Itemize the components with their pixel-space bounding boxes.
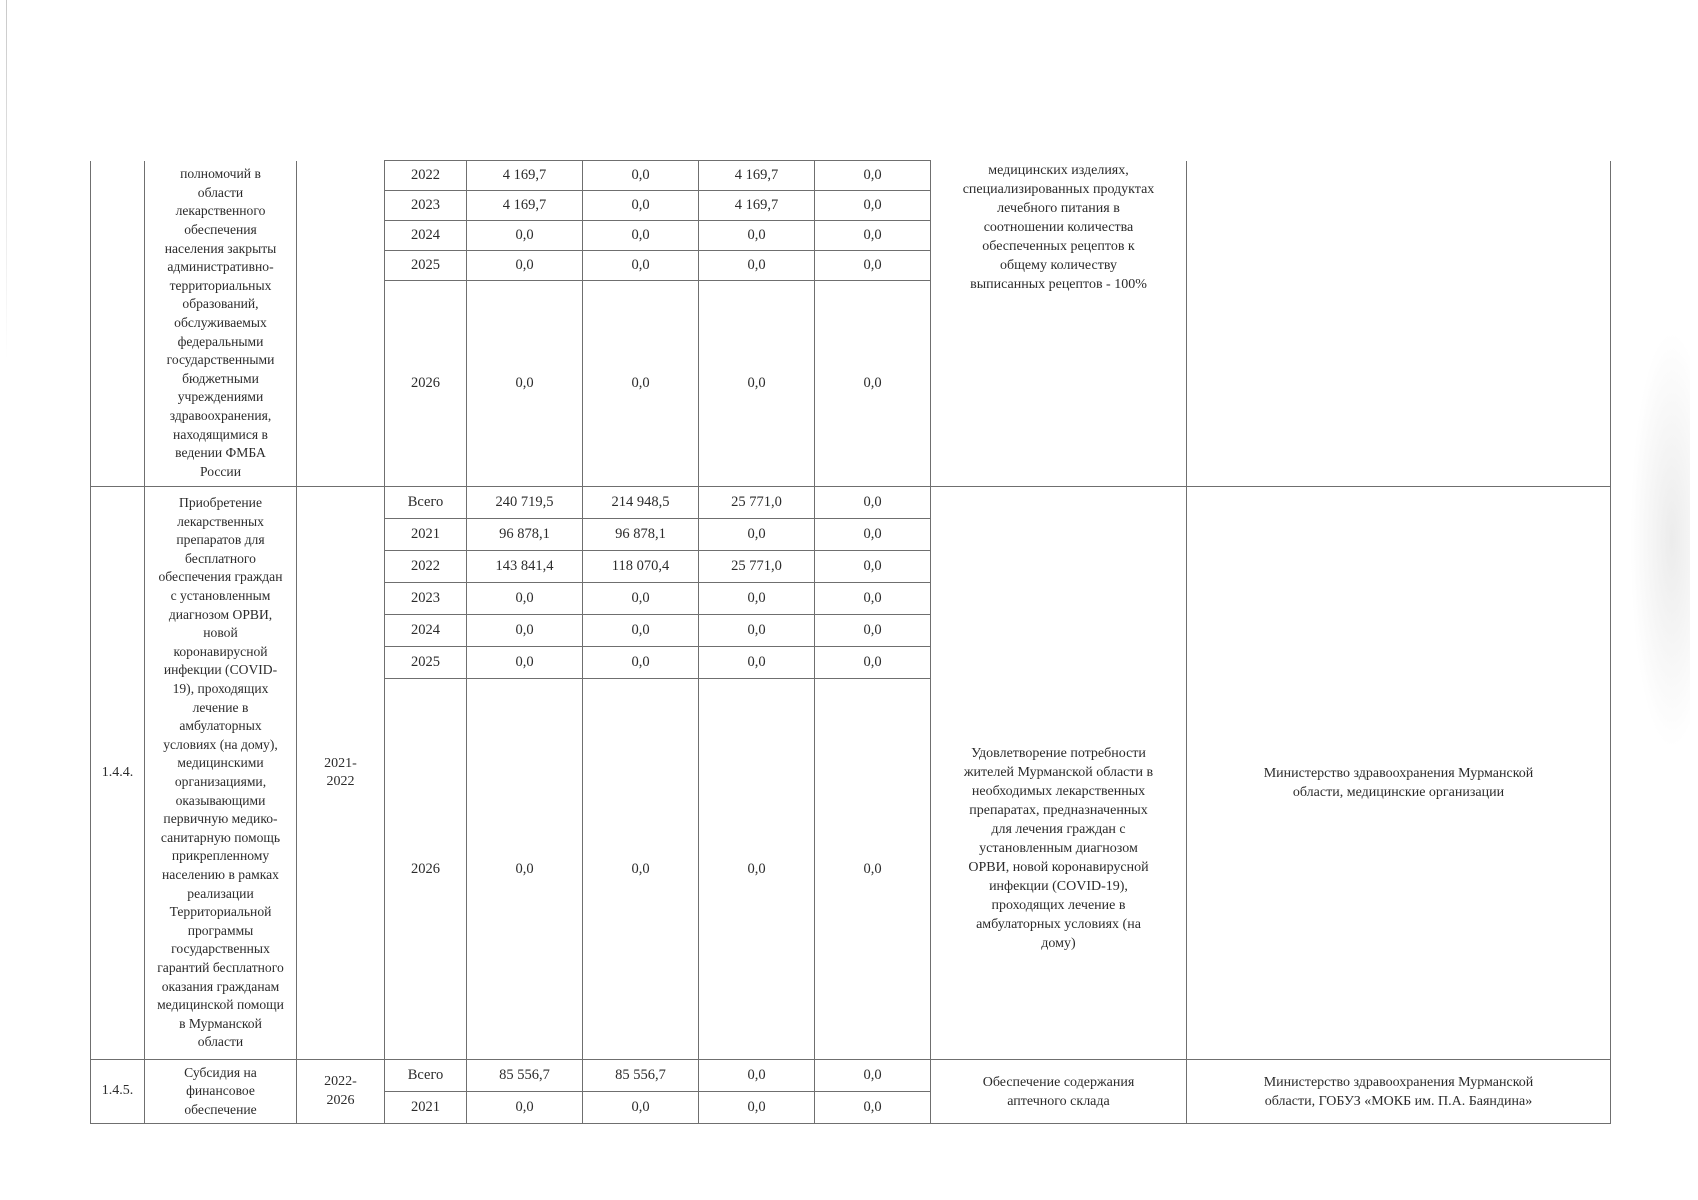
amount-cell: 0,0 xyxy=(699,1092,815,1124)
text-line: учреждениями xyxy=(177,389,264,405)
table-row xyxy=(91,161,1611,191)
amount-cell: 0,0 xyxy=(699,281,815,487)
amount-cell: 0,0 xyxy=(699,1060,815,1092)
amount-cell: 4 169,7 xyxy=(699,191,815,221)
total-cell: 240 719,5 xyxy=(467,487,583,519)
text-line: бесплатного xyxy=(185,550,256,566)
amount-cell: 0,0 xyxy=(815,487,931,519)
amount-cell: 0,0 xyxy=(583,191,699,221)
total-cell: 0,0 xyxy=(467,679,583,1060)
table-row xyxy=(91,1060,1611,1092)
total-cell: 0,0 xyxy=(467,647,583,679)
amount-cell: 0,0 xyxy=(583,161,699,191)
total-cell: 0,0 xyxy=(467,583,583,615)
text-line: находящимися в xyxy=(173,426,268,442)
measure-executor xyxy=(1187,487,1611,1060)
amount-cell: 0,0 xyxy=(815,221,931,251)
text-line: новой xyxy=(203,625,238,641)
amount-cell: 0,0 xyxy=(815,551,931,583)
text-line: выписанных рецептов - 100% xyxy=(970,276,1147,292)
amount-cell: 0,0 xyxy=(815,647,931,679)
text-line: общему количеству xyxy=(1000,257,1117,273)
text-line: 2022 xyxy=(326,774,355,789)
text-line: условиях (на дому), xyxy=(163,736,278,752)
amount-cell: 0,0 xyxy=(815,519,931,551)
amount-cell: 96 878,1 xyxy=(583,519,699,551)
text-line: установленным диагнозом xyxy=(979,840,1138,856)
text-line: прикрепленному xyxy=(171,848,270,864)
text-line: проходящих лечение в xyxy=(991,897,1126,913)
program-measures-table xyxy=(90,160,1611,1124)
text-line: Министерство здравоохранения Мурманской xyxy=(1263,1074,1534,1090)
amount-cell: 214 948,5 xyxy=(583,487,699,519)
text-line: 2021- xyxy=(324,755,357,771)
amount-cell: 25 771,0 xyxy=(699,487,815,519)
text-line: гарантий бесплатного xyxy=(157,959,284,975)
amount-cell: 0,0 xyxy=(815,161,931,191)
text-line: санитарную помощь xyxy=(160,829,281,845)
text-line: специализированных продуктах xyxy=(962,181,1155,197)
year-cell: 2026 xyxy=(385,679,467,1060)
amount-cell: 0,0 xyxy=(583,281,699,487)
text-line: обеспечение xyxy=(184,1101,257,1117)
year-cell: 2026 xyxy=(385,281,467,487)
text-line: аптечного склада xyxy=(1007,1093,1110,1109)
text-line: Субсидия на xyxy=(184,1064,257,1080)
text-line: области, медицинские организации xyxy=(1292,785,1505,800)
text-line: программы xyxy=(187,922,254,938)
text-line: полномочий в xyxy=(180,166,261,182)
text-line: с установленным xyxy=(170,588,271,604)
text-line: обеспеченных рецептов к xyxy=(982,238,1135,254)
text-line: препаратах, предназначенных xyxy=(969,802,1148,818)
text-line: населению в рамках xyxy=(162,866,279,882)
text-line: здравоохранения, xyxy=(169,407,272,423)
text-line: дому) xyxy=(1041,935,1076,951)
text-line: 2022- xyxy=(324,1074,357,1089)
text-line: лекарственного xyxy=(175,203,266,219)
text-line: 2026 xyxy=(326,1092,355,1108)
text-line: медицинской помощи xyxy=(157,997,284,1013)
measure-goal xyxy=(931,161,1187,487)
measure-number: 1.4.4. xyxy=(91,487,145,1060)
text-line: оказания гражданам xyxy=(161,978,280,994)
text-line: государственных xyxy=(171,941,270,957)
amount-cell: 0,0 xyxy=(583,583,699,615)
text-line: оказывающими xyxy=(175,792,266,808)
text-line: лечение в xyxy=(192,699,249,715)
year-cell: 2022 xyxy=(385,551,467,583)
total-cell: 143 841,4 xyxy=(467,551,583,583)
amount-cell: 0,0 xyxy=(815,281,931,487)
measure-number xyxy=(91,161,145,487)
text-line: коронавирусной xyxy=(173,643,268,659)
amount-cell: 0,0 xyxy=(699,583,815,615)
year-cell: 2021 xyxy=(385,1092,467,1124)
text-line: населения закрыты xyxy=(164,240,277,256)
text-line: обеспечения xyxy=(184,221,257,237)
amount-cell: 0,0 xyxy=(815,1060,931,1092)
text-line: Министерство здравоохранения Мурманской xyxy=(1263,766,1534,781)
total-cell: 0,0 xyxy=(467,221,583,251)
total-cell: 0,0 xyxy=(467,281,583,487)
amount-cell: 0,0 xyxy=(699,647,815,679)
text-line: обслуживаемых xyxy=(174,314,267,330)
total-cell: 85 556,7 xyxy=(467,1060,583,1092)
amount-cell: 0,0 xyxy=(699,615,815,647)
amount-cell: 0,0 xyxy=(583,615,699,647)
measure-period xyxy=(297,487,385,1060)
text-line: необходимых лекарственных xyxy=(971,783,1146,799)
text-line: образований, xyxy=(182,296,259,312)
text-line: амбулаторных условиях (на xyxy=(976,916,1141,932)
text-line: области, ГОБУЗ «МОКБ им. П.А. Баяндина» xyxy=(1264,1093,1533,1109)
text-line: жителей Мурманской области в xyxy=(963,764,1154,780)
text-line: области xyxy=(197,1034,244,1050)
measure-period xyxy=(297,1060,385,1124)
text-line: лекарственных xyxy=(177,513,264,529)
amount-cell: 0,0 xyxy=(583,647,699,679)
text-line: области xyxy=(197,184,244,200)
text-line: первичную медико- xyxy=(163,811,278,827)
text-line: ОРВИ, новой коронавирусной xyxy=(968,859,1149,875)
measure-executor xyxy=(1187,161,1611,487)
text-line: Удовлетворение потребности xyxy=(971,745,1146,761)
text-line: обеспечения граждан xyxy=(158,569,283,585)
amount-cell: 4 169,7 xyxy=(699,161,815,191)
text-line: медицинских изделиях, xyxy=(988,162,1129,178)
scan-edge-shadow xyxy=(6,0,7,360)
amount-cell: 0,0 xyxy=(815,583,931,615)
amount-cell: 0,0 xyxy=(815,615,931,647)
text-line: государственными xyxy=(166,352,275,368)
measure-name xyxy=(145,161,297,487)
year-cell: 2023 xyxy=(385,583,467,615)
text-line: диагнозом ОРВИ, xyxy=(168,606,273,622)
measure-name xyxy=(145,1060,297,1124)
year-cell: 2021 xyxy=(385,519,467,551)
text-line: соотношении количества xyxy=(983,219,1134,235)
text-line: препаратов для xyxy=(176,532,265,548)
amount-cell: 0,0 xyxy=(815,251,931,281)
text-line: Приобретение xyxy=(179,495,262,511)
total-cell: 0,0 xyxy=(467,615,583,647)
amount-cell: 0,0 xyxy=(699,221,815,251)
year-cell: 2022 xyxy=(385,161,467,191)
text-line: лечебного питания в xyxy=(997,200,1120,216)
total-cell: 96 878,1 xyxy=(467,519,583,551)
text-line: административно- xyxy=(167,259,274,275)
text-line: реализации xyxy=(187,885,254,901)
amount-cell: 0,0 xyxy=(583,1092,699,1124)
amount-cell: 0,0 xyxy=(815,679,931,1060)
text-line: ведении ФМБА xyxy=(175,445,266,461)
text-line: федеральными xyxy=(177,333,264,349)
total-cell: 0,0 xyxy=(467,1092,583,1124)
total-cell: 0,0 xyxy=(467,251,583,281)
year-cell: Всего xyxy=(385,487,467,519)
measure-period xyxy=(297,161,385,487)
text-line: организациями, xyxy=(174,774,267,789)
scan-noise xyxy=(1630,330,1690,750)
amount-cell: 0,0 xyxy=(815,191,931,221)
text-line: для лечения граждан с xyxy=(991,821,1126,837)
text-line: бюджетными xyxy=(182,370,259,386)
text-line: Обеспечение содержания xyxy=(982,1074,1135,1090)
text-line: территориальных xyxy=(169,277,272,293)
measure-name xyxy=(145,487,297,1060)
amount-cell: 0,0 xyxy=(583,679,699,1060)
text-line: инфекции (COVID- xyxy=(163,662,278,678)
amount-cell: 0,0 xyxy=(699,251,815,281)
amount-cell: 0,0 xyxy=(583,221,699,251)
year-cell: 2024 xyxy=(385,615,467,647)
measure-executor xyxy=(1187,1060,1611,1124)
text-line: в Мурманской xyxy=(179,1015,262,1031)
measure-goal xyxy=(931,487,1187,1060)
year-cell: 2025 xyxy=(385,647,467,679)
year-cell: 2024 xyxy=(385,221,467,251)
text-line: медицинскими xyxy=(177,755,264,771)
year-cell: 2025 xyxy=(385,251,467,281)
amount-cell: 25 771,0 xyxy=(699,551,815,583)
text-line: 19), проходящих xyxy=(172,681,269,697)
table-row xyxy=(91,487,1611,519)
amount-cell: 0,0 xyxy=(583,251,699,281)
text-line: России xyxy=(200,463,241,479)
year-cell: 2023 xyxy=(385,191,467,221)
text-line: финансовое xyxy=(186,1083,255,1099)
measure-goal xyxy=(931,1060,1187,1124)
total-cell: 4 169,7 xyxy=(467,191,583,221)
text-line: амбулаторных xyxy=(179,718,262,734)
amount-cell: 0,0 xyxy=(699,679,815,1060)
amount-cell: 85 556,7 xyxy=(583,1060,699,1092)
year-cell: Всего xyxy=(385,1060,467,1092)
text-line: Территориальной xyxy=(169,904,272,920)
total-cell: 4 169,7 xyxy=(467,161,583,191)
measure-number: 1.4.5. xyxy=(91,1060,145,1124)
amount-cell: 0,0 xyxy=(815,1092,931,1124)
text-line: инфекции (COVID-19), xyxy=(989,878,1128,894)
amount-cell: 118 070,4 xyxy=(583,551,699,583)
amount-cell: 0,0 xyxy=(699,519,815,551)
